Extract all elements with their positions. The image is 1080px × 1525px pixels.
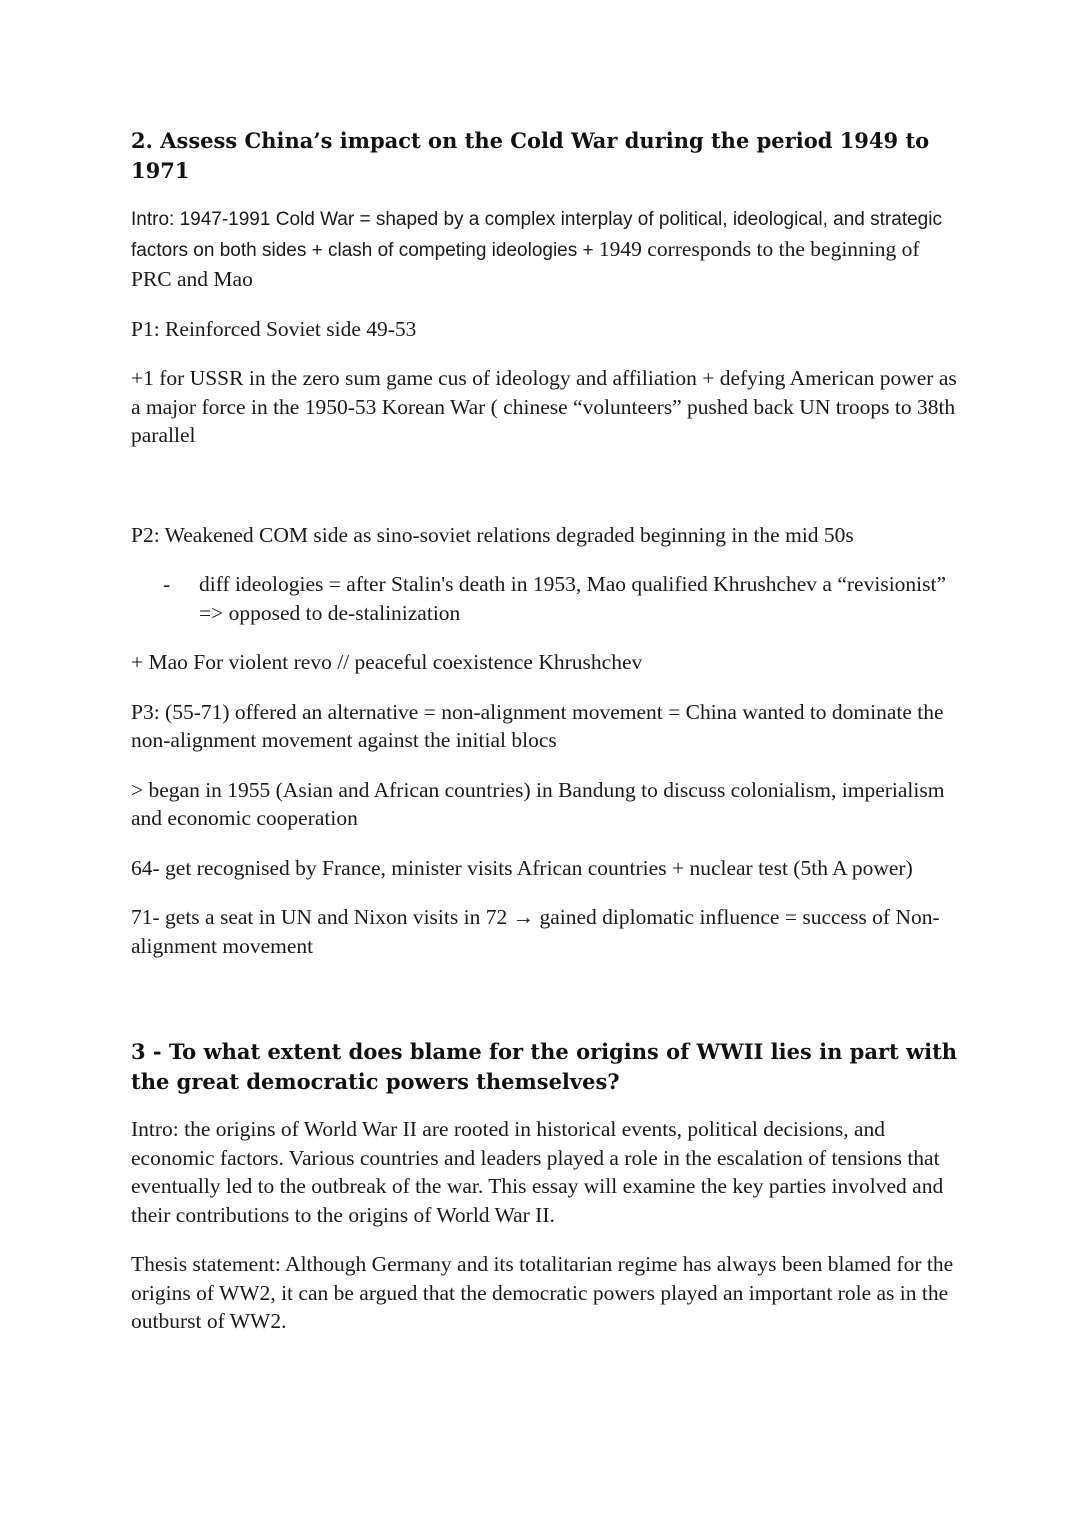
section-2-p3-title: P3: (55-71) offered an alternative = non-alignment movement = China wanted to dominate the non-alignment movement against the initial blocs (131, 699, 944, 752)
spacer (131, 471, 961, 521)
section-2-p2-extra: + Mao For violent revo // peaceful coexistence Khrushchev (131, 650, 643, 674)
spacer (131, 981, 961, 1037)
section-2-p3-71: 71- gets a seat in UN and Nixon visits in 72 → gained diplomatic influence = success of Non-alignment movement (131, 905, 940, 958)
section-2-intro-serif: 1949 corresponds to the beginning of PRC and Mao (131, 236, 920, 291)
section-2-p1-title: P1: Reinforced Soviet side 49-53 (131, 316, 417, 341)
section-3-heading: 3 - To what extent does blame for the origins of WWII lies in part with the great democratic powers themselves? (131, 1039, 958, 1094)
list-item (131, 570, 961, 627)
list-dash: - (163, 572, 171, 596)
section-2-p1-body: +1 for USSR in the zero sum game cus of ideology and affiliation + defying American power as a major force in the 1950-53 Korean War ( chinese “volunteers” pushed back UN troops to 38th parallel (131, 366, 957, 447)
list-item-text: diff ideologies = after Stalin's death in 1953, Mao qualified Khrushchev a “revisionist” => opposed to de-stalinization (199, 572, 947, 625)
section-3-intro: Intro: the origins of World War II are rooted in historical events, political decisions, and economic factors. Various countries and leaders played a role in the escalation of tensions that eventually led to the outbreak of the war. This essay will examine the key parties involved and their contributions to the origins of World War II. (131, 1117, 944, 1227)
section-2-p3-1955: > began in 1955 (Asian and African countries) in Bandung to discuss colonialism, imperialism and economic cooperation (131, 777, 945, 830)
section-3-thesis: Thesis statement: Although Germany and its totalitarian regime has always been blamed for the origins of WW2, it can be argued that the democratic powers played an important role as in the outburst of WW2. (131, 1252, 954, 1333)
document-content (131, 126, 961, 1357)
section-2-heading: 2. Assess China’s impact on the Cold War during the period 1949 to 1971 (131, 128, 930, 183)
section-2-p2-title: P2: Weakened COM side as sino-soviet relations degraded beginning in the mid 50s (131, 522, 854, 547)
section-2-intro-sans: Intro: 1947-1991 Cold War = shaped by a complex interplay of political, ideological, and strategic factors on both sides + clash of competing ideologies + (131, 209, 942, 261)
section-2-p3-64: 64- get recognised by France, minister visits African countries + nuclear test (5th A power) (131, 855, 913, 880)
section-2-intro (131, 204, 961, 294)
section-2-p2-list (131, 570, 961, 627)
